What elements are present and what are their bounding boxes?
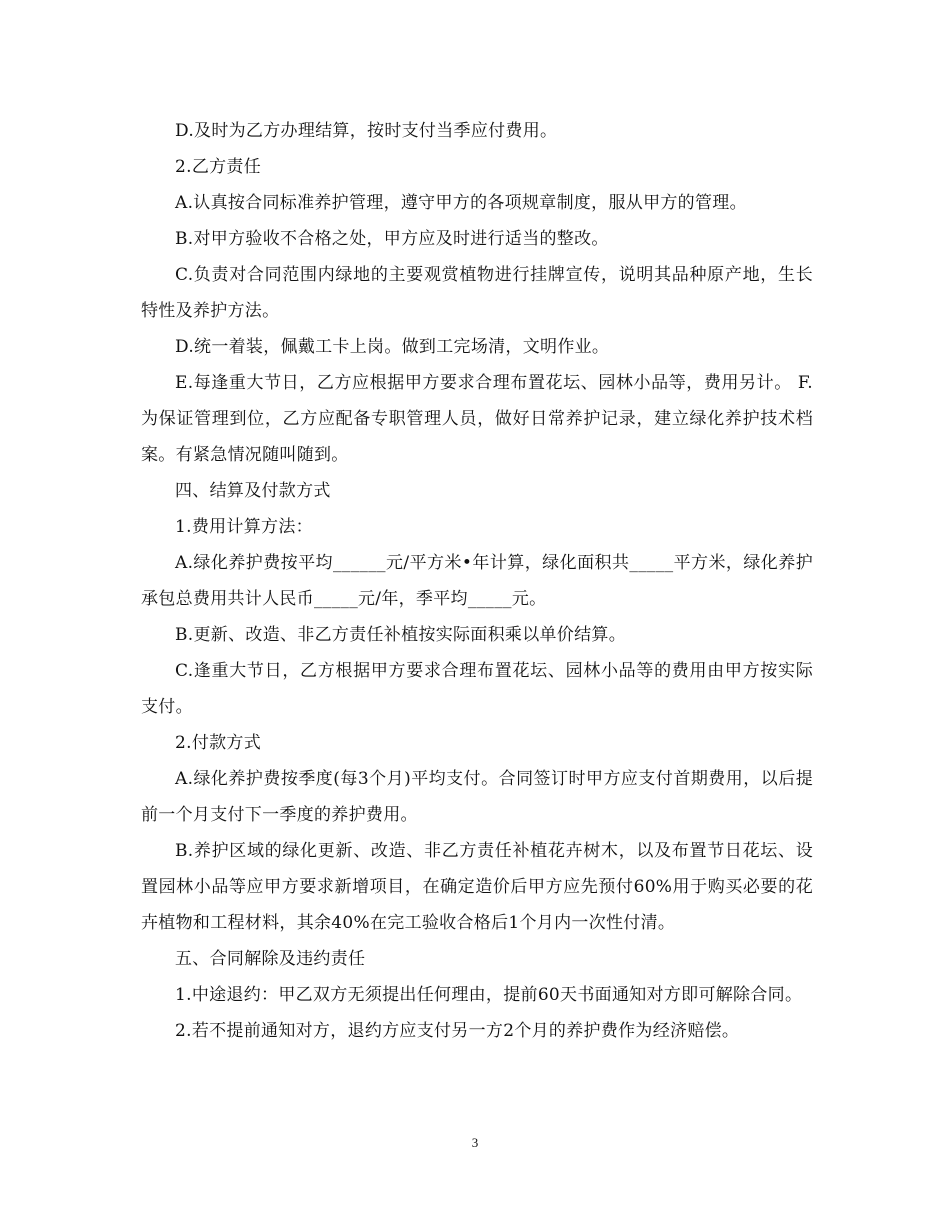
paragraph-party-b-c: C.负责对合同范围内绿地的主要观赏植物进行挂牌宣传，说明其品种原产地，生长特性及养护方法。	[141, 265, 813, 321]
paragraph-termination-2: 2.若不提前通知对方，退约方应支付另一方2个月的养护费作为经济赔偿。	[175, 1021, 740, 1041]
paragraph-party-a-settlement: D.及时为乙方办理结算，按时支付当季应付费用。	[175, 121, 558, 141]
paragraph-party-b-d: D.统一着装，佩戴工卡上岗。做到工完场清，文明作业。	[175, 337, 610, 357]
heading-fee-calculation: 1.费用计算方法：	[175, 517, 313, 537]
heading-termination-breach: 五、合同解除及违约责任	[175, 949, 366, 969]
paragraph-fee-b: B.更新、改造、非乙方责任补植按实际面积乘以单价结算。	[175, 625, 626, 645]
paragraph-party-b-e-f: E.每逢重大节日，乙方应根据甲方要求合理布置花坛、园林小品等，费用另计。 F.为保证管理到位，乙方应配备专职管理人员，做好日常养护记录，建立绿化养护技术档案。有紧急情况随叫随到。	[141, 373, 813, 465]
paragraph-payment-b: B.养护区域的绿化更新、改造、非乙方责任补植花卉树木，以及布置节日花坛、设置园林小品等应甲方要求新增项目，在确定造价后甲方应先预付60%用于购买必要的花卉植物和工程材料，其余40%在完工验收合格后1个月内一次性付清。	[141, 841, 813, 933]
heading-payment-method: 2.付款方式	[175, 733, 262, 753]
paragraph-party-b-a: A.认真按合同标准养护管理，遵守甲方的各项规章制度，服从甲方的管理。	[175, 193, 747, 213]
heading-party-b-responsibility: 2.乙方责任	[175, 157, 262, 177]
paragraph-party-b-b: B.对甲方验收不合格之处，甲方应及时进行适当的整改。	[175, 229, 609, 249]
paragraph-payment-a: A.绿化养护费按季度(每3个月)平均支付。合同签订时甲方应支付首期费用，以后提前一个月支付下一季度的养护费用。	[141, 769, 813, 825]
paragraph-termination-1: 1.中途退约：甲乙双方无须提出任何理由，提前60天书面通知对方即可解除合同。	[175, 985, 803, 1005]
paragraph-fee-c: C.逢重大节日，乙方根据甲方要求合理布置花坛、园林小品等的费用由甲方按实际支付。	[141, 661, 813, 717]
heading-settlement-payment: 四、结算及付款方式	[175, 481, 331, 501]
paragraph-fee-a: A.绿化养护费按平均______元/平方米•年计算，绿化面积共_____平方米，绿化养护承包总费用共计人民币_____元/年，季平均_____元。	[141, 553, 813, 609]
document-body	[141, 113, 813, 1049]
page-number: 3	[471, 1135, 479, 1150]
